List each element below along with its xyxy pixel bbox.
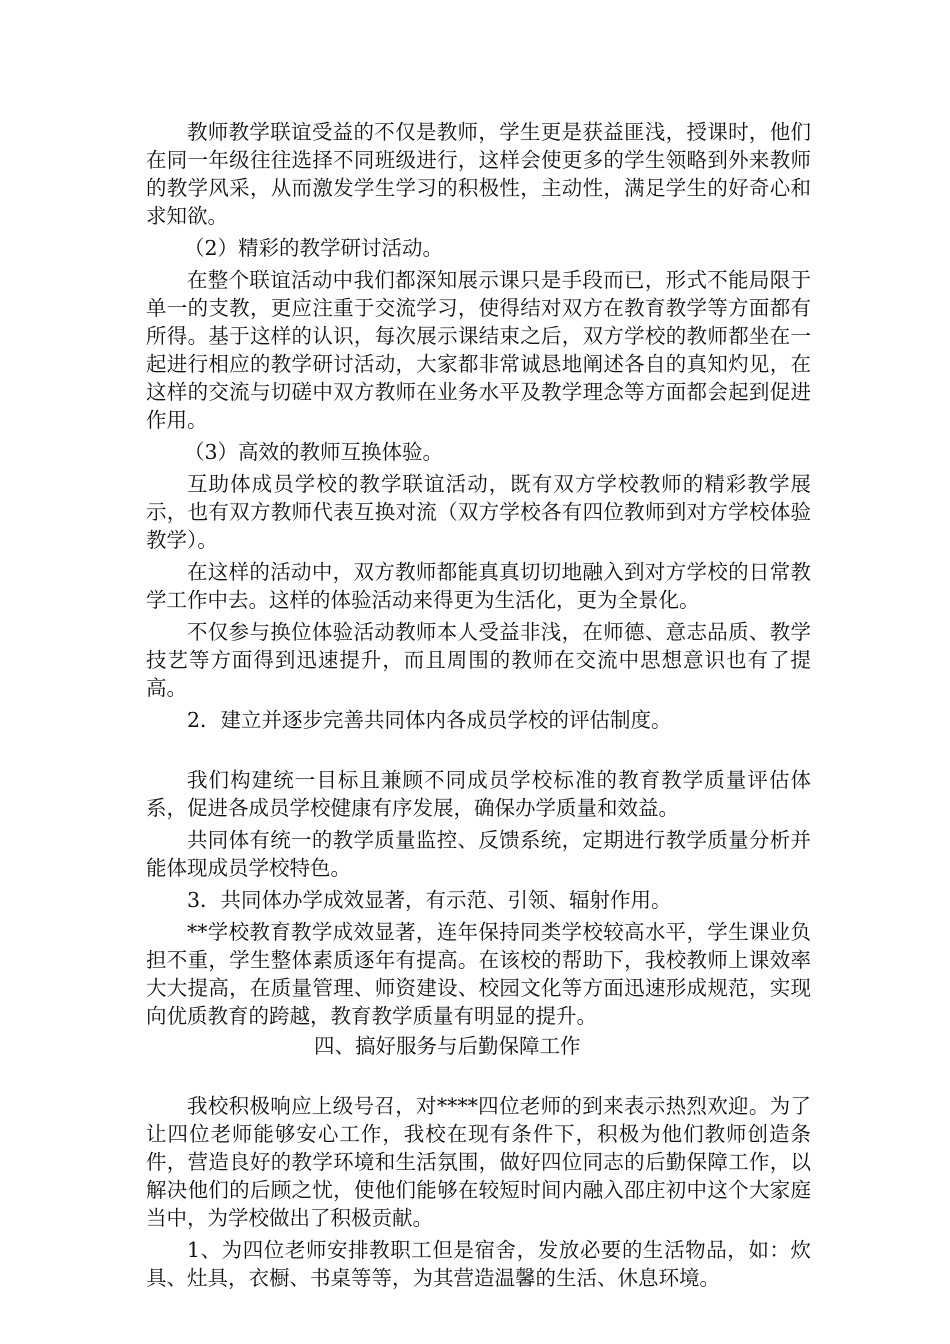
section-heading-logistics: 四、搞好服务与后勤保障工作 [314,1034,581,1058]
paragraph-logistics-intro: 我校积极响应上级号召，对****四位老师的到来表示热烈欢迎。为了让四位老师能够安心工作，我校在现有条件下，积极为他们教师创造条件，营造良好的教学环境和生活氛围，做好四位同志的后勤保障工作，以解决他们的后顾之忧，使他们能够在较短时间内融入邵庄初中这个大家庭当中，为学校做出了积极贡献。 [146,1094,811,1230]
paragraph-achievements: **学校教育教学成效显著，连年保持同类学校较高水平，学生课业负担不重，学生整体素质逐年有提高。在该校的帮助下，我校教师上课效率大大提高，在质量管理、师资建设、校园文化等方面迅速形成规范，实现向优质教育的跨越，教育教学质量有明显的提升。 [146,920,811,1028]
paragraph-dormitory: 1、为四位老师安排教职工但是宿舍，发放必要的生活物品，如：炊具、灶具，衣橱、书桌等等，为其营造温馨的生活、休息环境。 [146,1238,811,1290]
subheading-research-activity: （2）精彩的教学研讨活动。 [184,236,444,260]
paragraph-exchange-intro: 互助体成员学校的教学联谊活动，既有双方学校教师的精彩教学展示，也有双方教师代表互换对流（双方学校各有四位教师到对方学校体验教学）。 [146,472,811,552]
paragraph-student-benefit: 教师教学联谊受益的不仅是教师，学生更是获益匪浅，授课时，他们在同一年级往往选择不同班级进行，这样会使更多的学生领略到外来教师的教学风采，从而激发学生学习的积极性，主动性，满足学生的好奇心和求知欲。 [146,120,811,228]
subheading-teacher-exchange: （3）高效的教师互换体验。 [184,440,444,464]
paragraph-research-activity: 在整个联谊活动中我们都深知展示课只是手段而已，形式不能局限于单一的支教，更应注重于交流学习，使得结对双方在教育教学等方面都有所得。基于这样的认识，每次展示课结束之后，双方学校的教师都坐在一起进行相应的教学研讨活动，大家都非常诚恳地阐述各自的真知灼见，在这样的交流与切磋中双方教师在业务水平及教学理念等方面都会起到促进作用。 [146,268,811,432]
paragraph-quality-monitoring: 共同体有统一的教学质量监控、反馈系统，定期进行教学质量分析并能体现成员学校特色。 [146,828,811,880]
paragraph-exchange-experience: 在这样的活动中，双方教师都能真真切切地融入到对方学校的日常教学工作中去。这样的体验活动来得更为生活化，更为全景化。 [146,560,811,612]
subheading-achievements: 3．共同体办学成效显著，有示范、引领、辐射作用。 [187,888,672,912]
paragraph-evaluation-system: 我们构建统一目标且兼顾不同成员学校标准的教育教学质量评估体系，促进各成员学校健康有序发展，确保办学质量和效益。 [146,768,811,820]
document-body [146,118,811,1292]
paragraph-exchange-benefit: 不仅参与换位体验活动教师本人受益非浅，在师德、意志品质、教学技艺等方面得到迅速提升，而且周围的教师在交流中思想意识也有了提高。 [146,620,811,700]
subheading-evaluation-system: 2．建立并逐步完善共同体内各成员学校的评估制度。 [187,708,672,732]
